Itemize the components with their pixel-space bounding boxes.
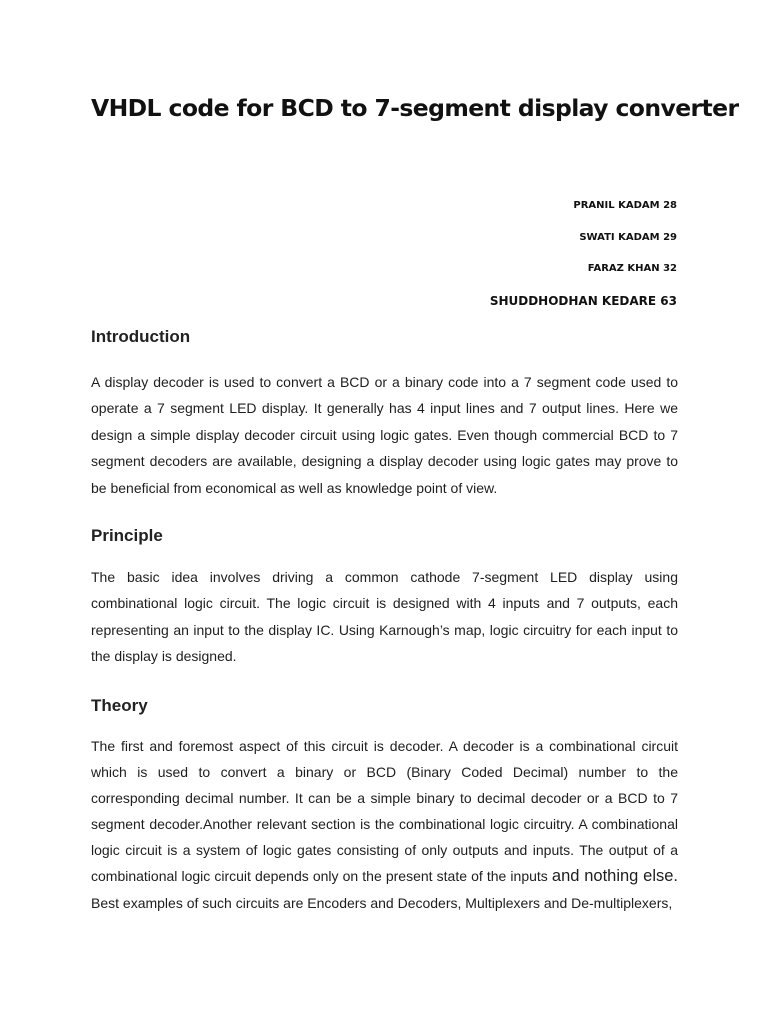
author-list [490, 199, 677, 325]
theory-tail-text: Best examples of such circuits are Encoders and Decoders, Multiplexers and De-multiplexers, [91, 894, 673, 911]
author-line: PRANIL KADAM 28 [573, 200, 677, 211]
principle-heading: Principle [91, 526, 163, 545]
theory-emphasis-text: and nothing else. [551, 867, 679, 886]
introduction-heading: Introduction [91, 327, 191, 346]
principle-paragraph: The basic idea involves driving a common cathode 7-segment LED display using combinational logic circuit. The logic circuit is designed with 4 inputs and 7 outputs, each representing an input to the display IC. Using Karnough’s map, logic circuitry for each input to the display is designed. [91, 569, 678, 665]
document-title: VHDL code for BCD to 7-segment display converter [91, 94, 739, 122]
author-line: SHUDDHODHAN KEDARE 63 [489, 293, 677, 308]
introduction-paragraph: A display decoder is used to convert a BCD or a binary code into a 7 segment code used to operate a 7 segment LED display. It generally has 4 input lines and 7 output lines. Here we design a simple display decoder circuit using logic gates. Even though commercial BCD to 7 segment decoders are available, designing a display decoder using logic gates may prove to be beneficial from economical as well as knowledge point of view. [91, 374, 678, 496]
theory-heading: Theory [91, 696, 148, 715]
author-line: FARAZ KHAN 32 [587, 263, 677, 274]
author-line: SWATI KADAM 29 [579, 231, 677, 243]
theory-paragraph [91, 733, 678, 916]
theory-body-text: The first and foremost aspect of this circuit is decoder. A decoder is a combinational circuit which is used to convert a binary or BCD (Binary Coded Decimal) number to the corresponding decimal number. It can be a simple binary to decimal decoder or a BCD to 7 segment decoder.Another relevant section is the combinational logic circuitry. A combinational logic circuit is a system of logic gates consisting of only outputs and inputs. The output of a combinational logic circuit depends only on the present state of the inputs [91, 738, 678, 885]
